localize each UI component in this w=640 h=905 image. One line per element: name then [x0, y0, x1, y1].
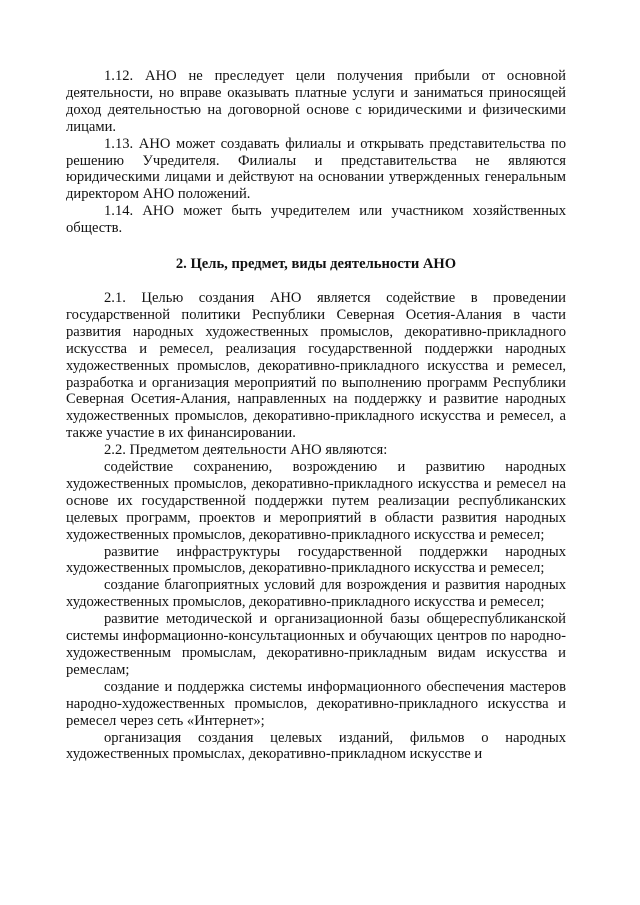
section-heading: 2. Цель, предмет, виды деятельности АНО [175, 256, 457, 273]
list-item: развитие методической и организационной базы общереспубликанской системы информационно-консультационных и обучающих центров по народно-художественным промыслам, декоративно-прикладным видам искусства и ремеслам; [66, 611, 566, 678]
paragraph-2-2: 2.2. Предметом деятельности АНО являются: [104, 442, 388, 459]
spacer [66, 273, 566, 290]
list-item: создание и поддержка системы информационного обеспечения мастеров народно-художественных промыслов, декоративно-прикладного искусства и ремесел через сеть «Интернет»; [66, 678, 566, 729]
paragraph-1-13: 1.13. АНО может создавать филиалы и открывать представительства по решению Учредителя. Филиалы и представительства не являются юридическими лицами и действуют на основании утвержденных генеральным директором АНО положений. [66, 135, 566, 203]
paragraph-1-14: 1.14. АНО может быть учредителем или участником хозяйственных обществ. [66, 203, 566, 237]
list-item: организация создания целевых изданий, фильмов о народных художественных промыслах, декоративно-прикладном искусстве и [66, 729, 566, 763]
paragraph-2-1: 2.1. Целью создания АНО является содействие в проведении государственной политики Республики Северная Осетия-Алания в части развития народных художественных промыслов, декоративно-прикладного искусства и ремесел, реализация государственной поддержки народных художественных промыслов, декоративно-прикладного искусства и ремесел, разработка и организация мероприятий по выполнению программ Республики Северная Осетия-Алания, направленных на поддержку и развитие народных художественных промыслов, декоративно-прикладного искусства и ремесел, а также участие в их финансировании. [66, 289, 566, 442]
spacer [66, 237, 566, 256]
list-item: создание благоприятных условий для возрождения и развития народных художественных промыслов, декоративно-прикладного искусства и ремесел; [66, 577, 566, 611]
document-page [66, 68, 566, 763]
list-item: развитие инфраструктуры государственной поддержки народных художественных промыслов, декоративно-прикладного искусства и ремесел; [66, 543, 566, 577]
paragraph-1-12: 1.12. АНО не преследует цели получения прибыли от основной деятельности, но вправе оказывать платные услуги и заниматься приносящей доход деятельностью на договорной основе с юридическими и физическими лицами. [66, 68, 566, 135]
list-item: содействие сохранению, возрождению и развитию народных художественных промыслов, декоративно-прикладного искусства и ремесел на основе их государственной поддержки путем реализации республиканских целевых программ, проектов и мероприятий в области развития народных художественных промыслов, декоративно-прикладного искусства и ремесел; [66, 459, 566, 543]
